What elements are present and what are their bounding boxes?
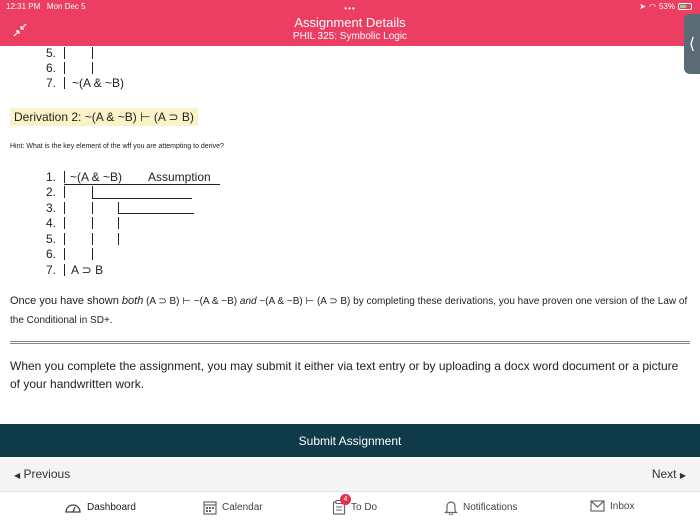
pagination-bar xyxy=(0,457,700,492)
calendar-icon xyxy=(203,500,217,515)
line-number: 1. xyxy=(46,170,57,184)
location-icon: ➤ xyxy=(639,2,646,11)
derivation-title: Derivation 2: ~(A & ~B) ⊢ (A ⊃ B) xyxy=(10,108,198,126)
scope-line xyxy=(64,217,65,229)
mail-icon xyxy=(590,500,605,512)
bell-icon xyxy=(444,500,458,515)
submit-label: Submit Assignment xyxy=(298,433,402,448)
assumption-underline xyxy=(92,198,192,199)
scope-line xyxy=(64,264,65,276)
scope-line xyxy=(92,47,93,59)
todo-badge: 4 xyxy=(340,494,351,505)
line-number: 6. xyxy=(46,247,57,261)
scope-line xyxy=(64,248,65,260)
line-number: 6. xyxy=(46,61,57,75)
tab-calendar[interactable]: Calendar xyxy=(203,500,263,515)
line-number: 5. xyxy=(46,46,57,60)
scope-line xyxy=(64,171,65,183)
chevron-left-icon: ⟨ xyxy=(688,36,696,53)
page-title: Assignment Details xyxy=(294,15,406,30)
justification: Assumption xyxy=(148,170,211,184)
tab-notifications[interactable]: Notifications xyxy=(444,500,517,515)
formula: A ⊃ B xyxy=(71,263,104,277)
caret-left-icon: ◀ xyxy=(14,471,21,480)
hint-text: Hint: What is the key element of the wff you are attempting to derive? xyxy=(10,143,224,150)
status-indicators xyxy=(639,2,692,11)
assignment-content xyxy=(0,46,700,423)
scope-line xyxy=(64,77,65,89)
battery-icon xyxy=(678,3,692,10)
conclusion-paragraph: Once you have shown both (A ⊃ B) ⊢ ~(A & ~B) and ~(A & ~B) ⊢ (A ⊃ B) by completing these derivations, you have proven one version of the Law of the Conditional in SD+. xyxy=(10,295,688,326)
previous-button[interactable]: ◀ Previous xyxy=(14,467,71,481)
scope-line xyxy=(118,217,119,229)
tab-inbox[interactable]: Inbox xyxy=(590,500,634,512)
todo-icon-wrap xyxy=(332,496,348,515)
header xyxy=(0,0,700,46)
scope-line xyxy=(92,202,93,214)
scope-line xyxy=(118,233,119,245)
line-number: 3. xyxy=(46,201,57,215)
wifi-icon: ◠ xyxy=(649,2,656,11)
line-number: 2. xyxy=(46,185,57,199)
submission-instructions: When you complete the assignment, you may submit it either via text entry or by uploading a docx word document or a picture of your handwritten work. xyxy=(10,359,679,391)
scope-line xyxy=(64,47,65,59)
caret-right-icon: ▶ xyxy=(679,471,686,480)
multitask-dots-icon[interactable]: ••• xyxy=(344,4,356,13)
next-button[interactable]: Next ▶ xyxy=(651,467,686,481)
assumption-underline xyxy=(118,213,194,214)
battery-percent: 53% xyxy=(658,2,675,11)
scope-line xyxy=(92,217,93,229)
derivation-2-heading xyxy=(0,106,700,128)
scope-line xyxy=(64,233,65,245)
status-time: 12:31 PM Mon Dec 5 xyxy=(6,2,86,11)
dashboard-icon xyxy=(64,500,82,514)
line-number: 5. xyxy=(46,232,57,246)
line-number: 7. xyxy=(46,263,57,277)
formula: ~(A & ~B) xyxy=(72,76,125,90)
bottom-tab-bar xyxy=(0,493,700,525)
line-number: 4. xyxy=(46,216,57,230)
scope-line xyxy=(64,62,65,74)
scope-line xyxy=(92,186,93,198)
scope-line xyxy=(64,202,65,214)
scope-line xyxy=(92,233,93,245)
line-number: 7. xyxy=(46,76,57,90)
course-subtitle: PHIL 325: Symbolic Logic xyxy=(292,31,408,42)
status-bar xyxy=(0,0,700,12)
tab-dashboard[interactable]: Dashboard xyxy=(64,500,136,514)
scope-line xyxy=(92,248,93,260)
assumption-underline xyxy=(64,184,220,185)
tab-todo[interactable]: 4 To Do xyxy=(332,500,377,515)
scope-line xyxy=(92,62,93,74)
submit-assignment-button[interactable] xyxy=(0,424,700,457)
formula: ~(A & ~B) xyxy=(70,170,123,184)
scope-line xyxy=(64,186,65,198)
section-divider xyxy=(10,341,690,344)
